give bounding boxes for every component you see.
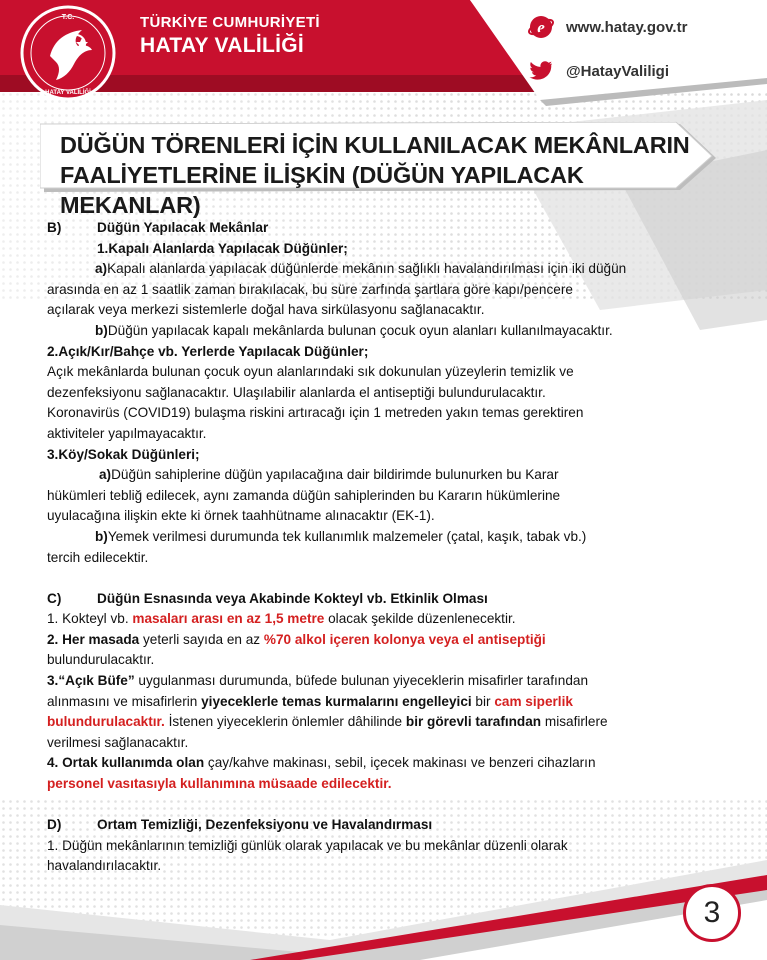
section-c-item-1: 1. Kokteyl vb. masaları arası en az 1,5 metre olacak şekilde düzenlenecektir. [47,611,516,627]
section-c-item-4-line2: personel vasıtasıyla kullanımına müsaade edilecektir. [47,776,392,792]
header [0,0,767,110]
section-b-sub1-a-line3: açılarak veya merkezi sistemlerle doğal hava sirkülasyonu sağlanacaktır. [47,302,485,318]
section-d-item-1-line1: 1. Düğün mekânlarının temizliği günlük olarak yapılacak ve bu mekânlar düzenli olarak [47,837,568,853]
website-link[interactable]: www.hatay.gov.tr [566,18,688,36]
section-b-sub3-b-line1: b)Yemek verilmesi durumunda tek kullanımlık malzemeler (çatal, kaşık, tabak vb.) [95,528,587,544]
section-c-item-2-line1: 2. Her masada yeterli sayıda en az %70 alkol içeren kolonya veya el antiseptiği [47,631,546,647]
section-c-item-3-line2: alınmasını ve misafirlerin yiyeceklerle temas kurmalarını engelleyici bir cam siperlik [47,693,573,709]
section-c-item-3-line1: 3.“Açık Büfe” uygulanması durumunda, büfede bulunan yiyeceklerin misafirler tarafından [47,673,589,689]
section-b-heading: B) Düğün Yapılacak Mekânlar [47,220,269,235]
hatay-valiligi-logo [20,4,116,102]
brand-line-1: TÜRKİYE CUMHURİYETİ [140,14,320,31]
section-b-sub3-heading: 3.Köy/Sokak Düğünleri; [47,446,200,462]
twitter-bird-icon [528,58,554,84]
section-b-sub2-line4: aktiviteler yapılmayacaktır. [47,425,207,441]
section-b-sub3-a-line2: hükümleri tebliğ edilecek, aynı zamanda düğün sahiplerinden bu Kararın hükümlerine [47,487,561,503]
section-b-sub2-heading: 2.Açık/Kır/Bahçe vb. Yerlerde Yapılacak Düğünler; [47,343,369,359]
section-b-sub2-line3: Koronavirüs (COVID19) bulaşma riskini artıracağı için 1 metreden yakın temas gerektiren [47,405,584,421]
document-body [47,218,727,877]
section-c-item-4-line1: 4. Ortak kullanımda olan çay/kahve makinası, sebil, içecek makinası ve benzeri cihazların [47,755,596,771]
twitter-row[interactable] [528,56,758,86]
section-c-item-2-line2: bulundurulacaktır. [47,652,155,668]
section-c-item-3-line4: verilmesi sağlanacaktır. [47,734,189,750]
section-b-sub1-a-line2: arasında en az 1 saatlik zaman bırakılacak, bu süre zarfında şartlara göre kapı/pencere [47,281,573,297]
twitter-handle[interactable]: @HatayValiligi [566,62,670,80]
brand-line-2: HATAY VALİLİĞİ [140,34,305,57]
spacer [47,568,727,589]
section-b-sub2-line2: dezenfeksiyonu sağlanacaktır. Ulaşılabilir alanlarda el antiseptiği bulundurulacaktır. [47,384,546,400]
page-number-badge: 3 [683,884,741,942]
section-b-sub2-line1: Açık mekânlarda bulunan çocuk oyun alanlarındaki sık dokunulan yüzeylerin temizlik ve [47,364,574,380]
section-b-sub3-a-line1: a)Düğün sahiplerine düğün yapılacağına dair bildirimde bulunurken bu Karar [99,467,559,483]
section-b-sub1-a-line1: a)Kapalı alanlarda yapılacak düğünlerde mekânın sağlıklı havalandırılması için iki düğün [95,261,627,277]
svg-text:e: e [537,18,545,37]
section-b-sub3-b-line2: tercih edilecektir. [47,549,149,565]
section-c-heading: C) Düğün Esnasında veya Akabinde Kokteyl vb. Etkinlik Olması [47,590,488,606]
logo-bottom-text: HATAY VALİLİĞİ [45,90,91,96]
internet-explorer-icon [528,14,554,40]
section-b-sub1-heading: 1.Kapalı Alanlarda Yapılacak Düğünler; [97,240,348,256]
title-banner [40,122,700,218]
title-line-1: DÜĞÜN TÖRENLERİ İÇİN KULLANILACAK MEKÂNLARIN [60,132,690,158]
website-row[interactable] [528,12,758,42]
logo-top-text: T.C. [61,14,75,21]
spacer [47,795,727,816]
section-b-sub3-a-line3: uyulacağına ilişkin ekte ki örnek taahhütname alınacaktır (EK-1). [47,508,435,524]
section-c-item-3-line3: bulundurulacaktır. İstenen yiyeceklerin önlemler dâhilinde bir görevli tarafından misafirlere [47,714,608,730]
section-d-item-1-line2: havalandırılacaktır. [47,858,162,874]
title-line-2: FAALİYETLERİNE İLİŞKİN (DÜĞÜN YAPILACAK MEKANLAR) [60,162,584,218]
page-title [60,130,700,220]
section-d-heading: D) Ortam Temizliği, Dezenfeksiyonu ve Havalandırması [47,817,433,833]
section-b-sub1-b-line1: b)Düğün yapılacak kapalı mekânlarda bulunan çocuk oyun alanları kullanılmayacaktır. [95,322,613,338]
contact-block [528,12,758,100]
